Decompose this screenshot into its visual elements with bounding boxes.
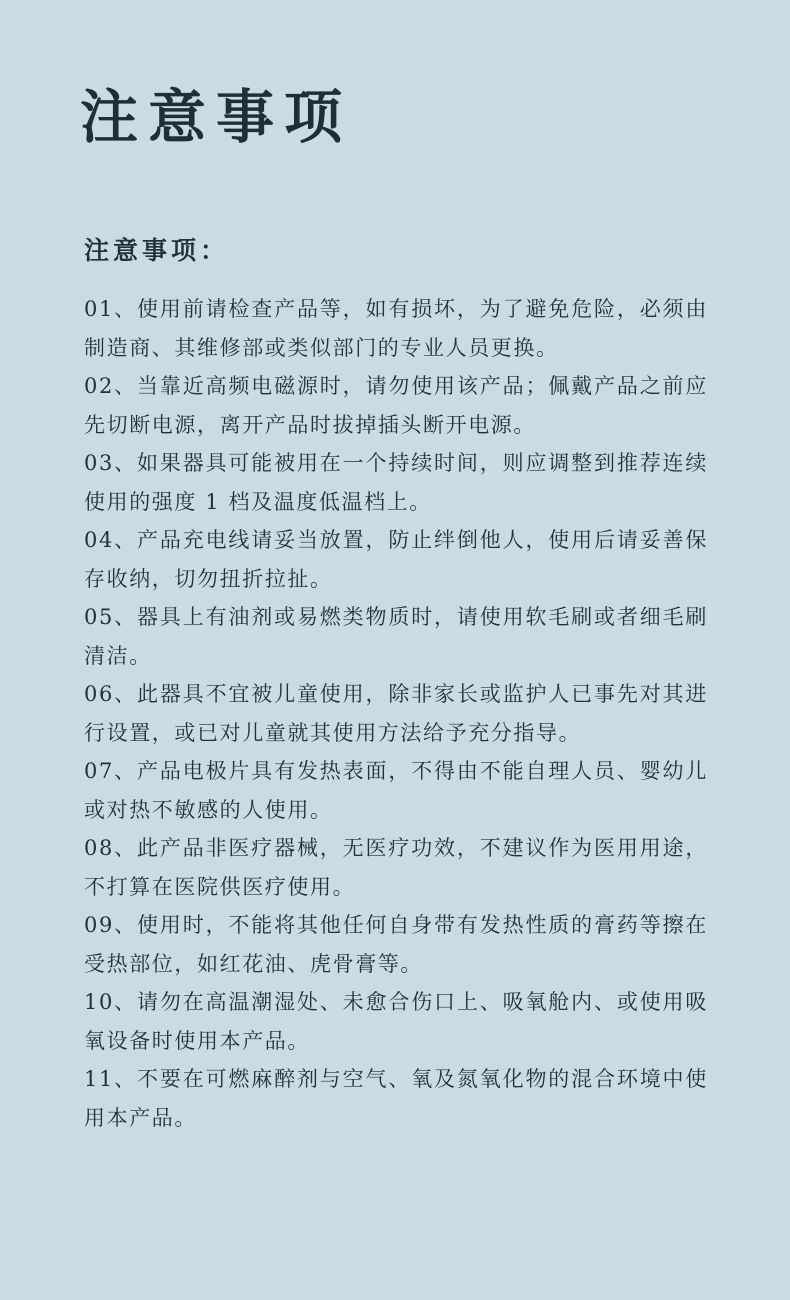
list-item — [84, 983, 708, 1060]
list-item — [84, 829, 708, 906]
precaution-03-text: 03、如果器具可能被用在一个持续时间，则应调整到推荐连续使用的强度 1 档及温度低温档上。 — [84, 451, 708, 514]
list-item — [84, 906, 708, 983]
precaution-09-text: 09、使用时，不能将其他任何自身带有发热性质的膏药等擦在受热部位，如红花油、虎骨膏等。 — [84, 913, 708, 976]
list-item — [84, 1060, 708, 1137]
page-title: 注意事项 — [80, 83, 353, 151]
precaution-08-text: 08、此产品非医疗器械，无医疗功效，不建议作为医用用途，不打算在医院供医疗使用。 — [84, 836, 708, 899]
precaution-06-text: 06、此器具不宜被儿童使用，除非家长或监护人已事先对其进行设置，或已对儿童就其使用方法给予充分指导。 — [84, 682, 708, 745]
precaution-11-text: 11、不要在可燃麻醉剂与空气、氧及氮氧化物的混合环境中使用本产品。 — [84, 1067, 708, 1130]
precautions-list — [84, 290, 708, 1137]
list-item — [84, 598, 708, 675]
section-heading: 注意事项： — [84, 236, 230, 265]
list-item — [84, 367, 708, 444]
precaution-04-text: 04、产品充电线请妥当放置，防止绊倒他人，使用后请妥善保存收纳，切勿扭折拉扯。 — [84, 528, 708, 591]
precaution-10-text: 10、请勿在高温潮湿处、未愈合伤口上、吸氧舱内、或使用吸氧设备时使用本产品。 — [84, 990, 708, 1053]
precaution-02-text: 02、当靠近高频电磁源时，请勿使用该产品；佩戴产品之前应先切断电源，离开产品时拔掉插头断开电源。 — [84, 374, 708, 437]
precaution-01-text: 01、使用前请检查产品等，如有损坏，为了避免危险，必须由制造商、其维修部或类似部门的专业人员更换。 — [84, 297, 708, 360]
list-item — [84, 752, 708, 829]
list-item — [84, 444, 708, 521]
precaution-07-text: 07、产品电极片具有发热表面，不得由不能自理人员、婴幼儿或对热不敏感的人使用。 — [84, 759, 708, 822]
list-item — [84, 521, 708, 598]
list-item — [84, 290, 708, 367]
list-item — [84, 675, 708, 752]
precaution-05-text: 05、器具上有油剂或易燃类物质时，请使用软毛刷或者细毛刷清洁。 — [84, 605, 708, 668]
